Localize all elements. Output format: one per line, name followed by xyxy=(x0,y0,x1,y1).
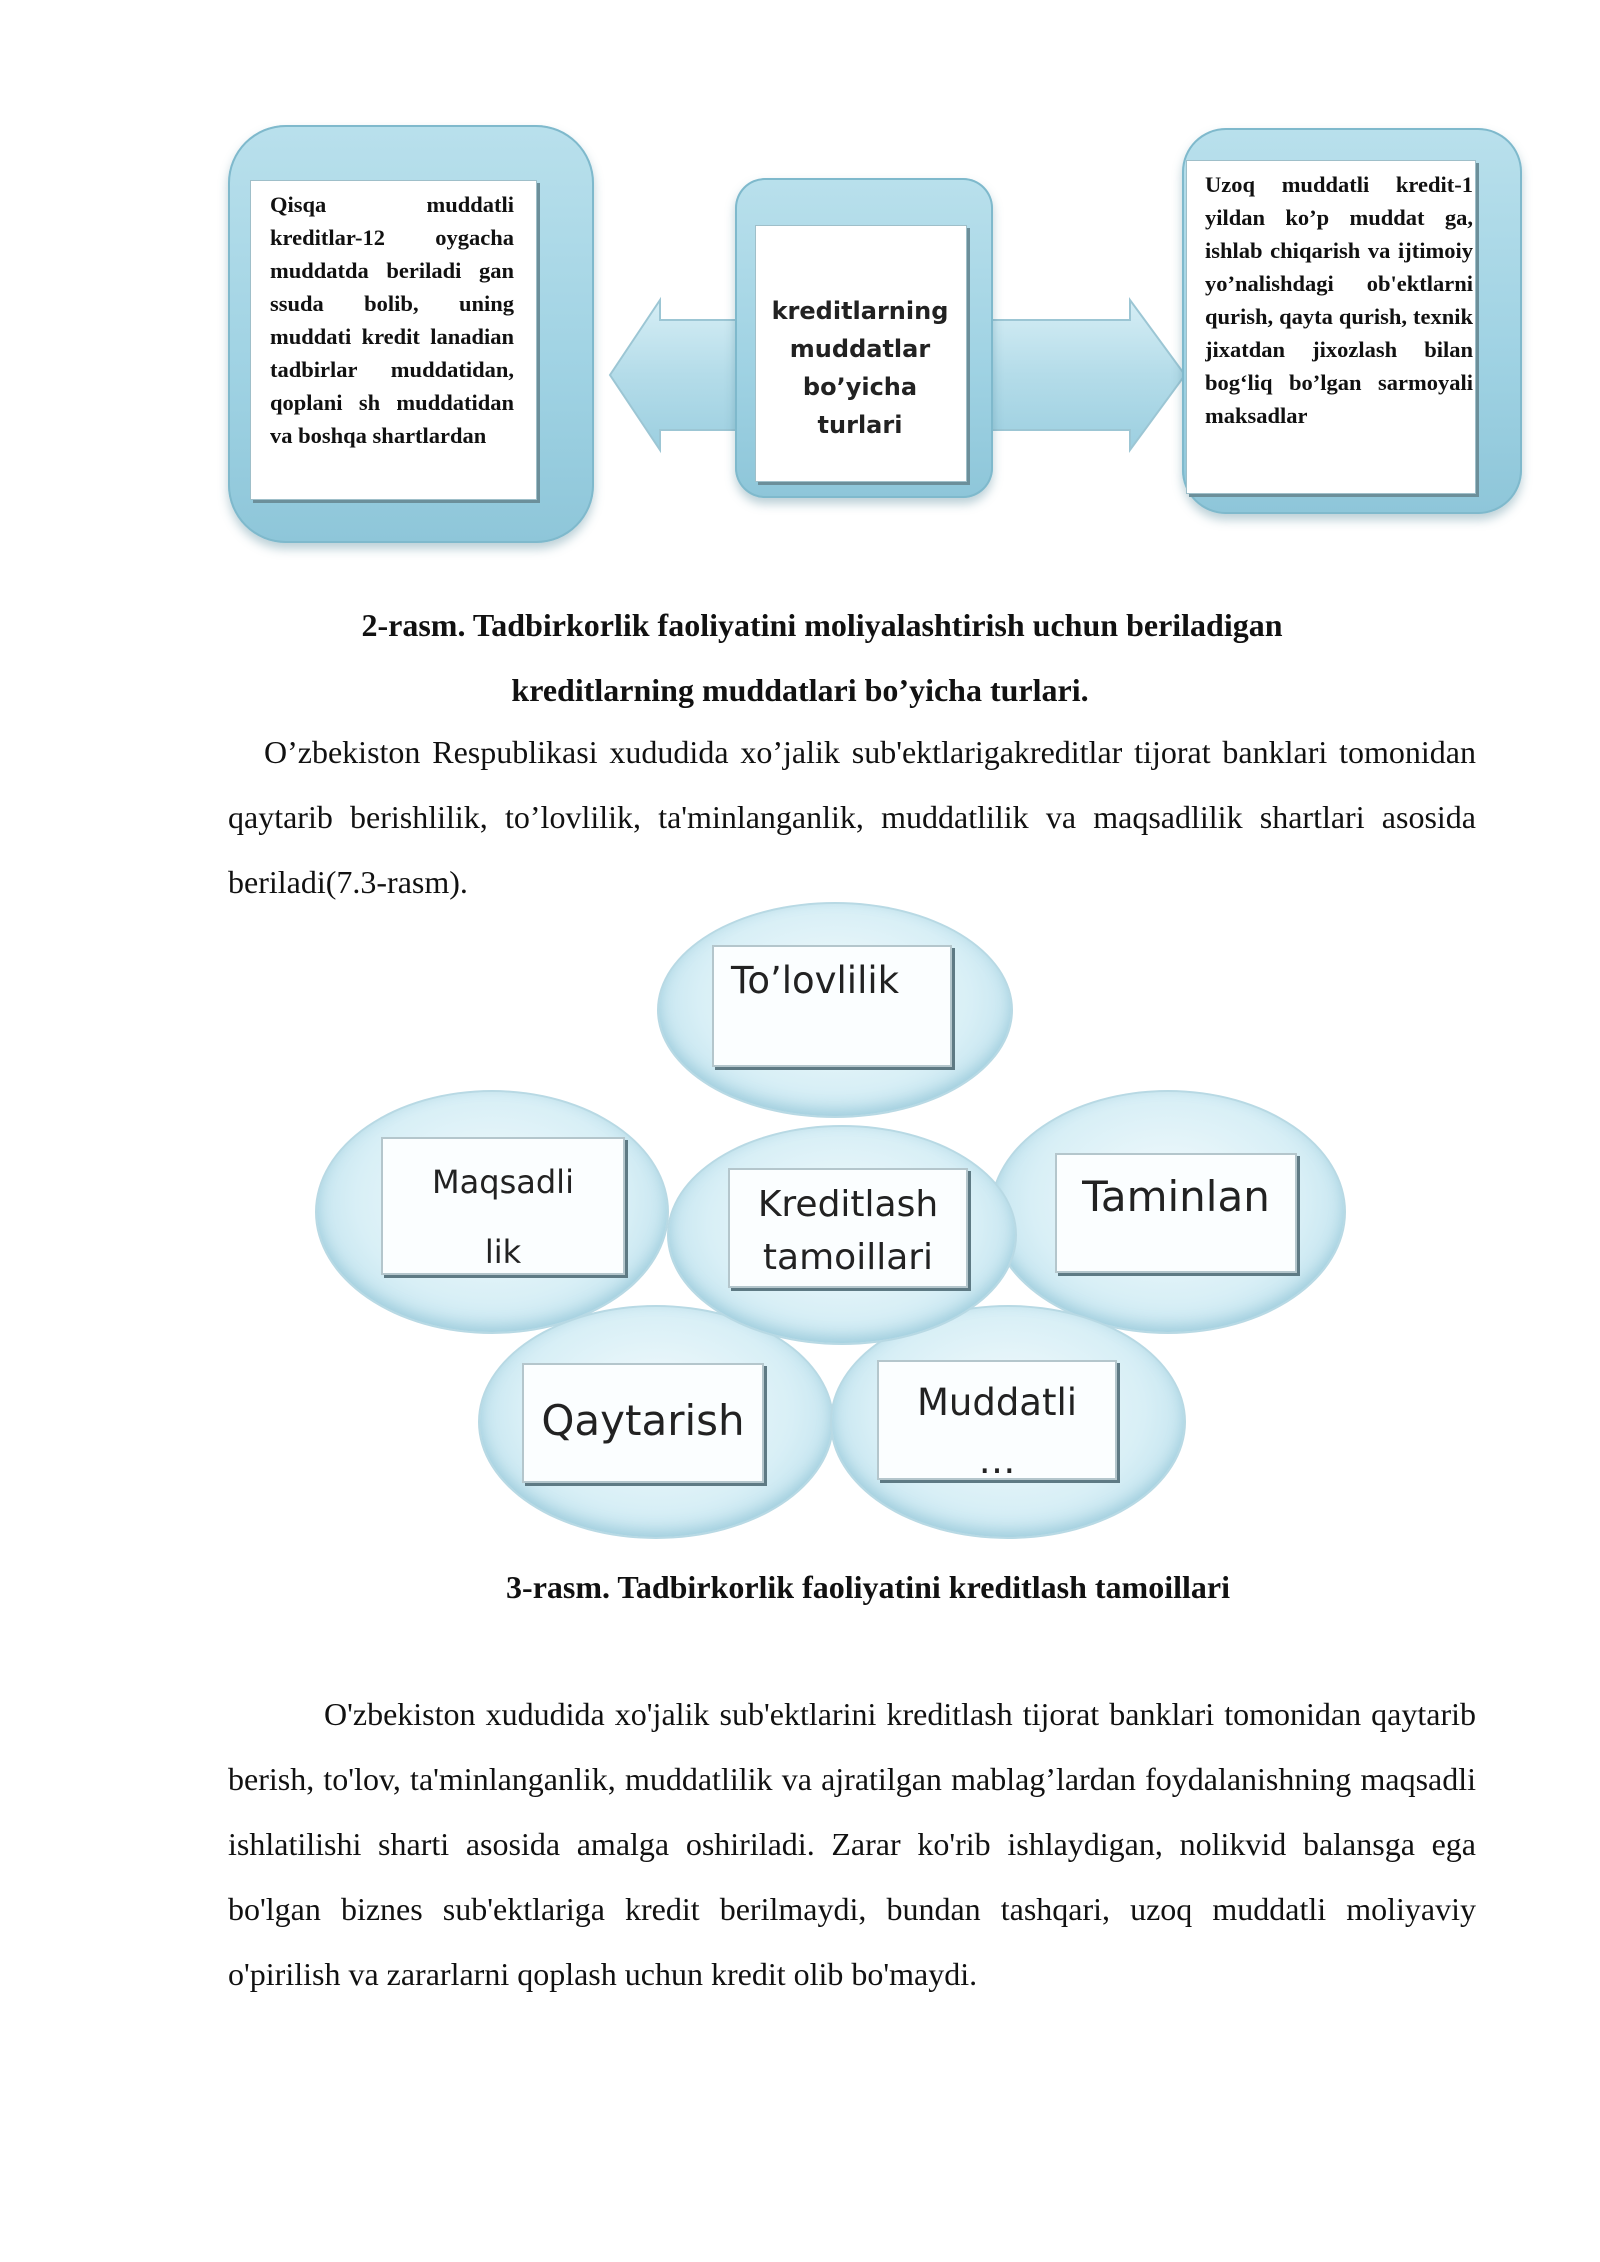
short-term-credit-text: Qisqa muddatli kreditlar-12 oygacha muddatda beriladi gan ssuda bolib, uning muddati kredit lanadian tadbirlar muddatidan, qoplani sh muddatidan va boshqa shartlardan xyxy=(270,192,514,448)
principle-bottom-left-label: Qaytarish xyxy=(541,1396,745,1445)
right-arrow xyxy=(985,300,1185,450)
figure-credit-terms xyxy=(0,0,1600,560)
principle-right-label: Taminlan xyxy=(1082,1172,1270,1221)
principle-center-label: Kreditlash tamoillari xyxy=(757,1184,939,1278)
principle-top-label: To’lovlilik xyxy=(731,959,900,1002)
principle-left-label: Maqsadli lik xyxy=(432,1163,574,1271)
long-term-credit-text: Uzoq muddatli kredit-1 yildan ko’p muddat ga, ishlab chiqarish va ijtimoiy yo’nalishdagi ob'ektlarni qurish, qayta qurish, texnik jixatdan jixozlash bilan bog‘liq bo’lgan sarmoyali maksadlar xyxy=(1205,172,1473,428)
left-arrow xyxy=(610,300,745,450)
figure2-caption-line2: kreditlarning muddatlari bo’yicha turlari. xyxy=(511,672,1089,708)
principle-bottom-right-box xyxy=(877,1360,1117,1480)
paragraph-credit-conditions: O’zbekiston Respublikasi xududida xo’jalik sub'ektlarigakreditlar tijorat banklari tomonidan qaytarib berishlilik, to’lovlilik, ta'minlanganlik, muddatlilik va maqsadlilik shartlari asosida beriladi(7.3-rasm). xyxy=(228,734,1476,900)
principle-bottom-right-label: Muddatli … xyxy=(916,1381,1078,1482)
principle-top-box xyxy=(712,945,952,1067)
paragraph-credit-principles: O'zbekiston xududida xo'jalik sub'ektlarini kreditlash tijorat banklari tomonidan qaytarib berish, to'lov, ta'minlanganlik, muddatlilik va ajratilgan mablag’lardan foydalanishning maqsadli ishlatilishi sharti asosida amalga oshiriladi. Zarar ko'rib ishlaydigan, nolikvid balansga ega bo'lgan biznes sub'ektlariga kredit berilmaydi, bundan tashqari, uzoq muddatli moliyaviy o'pirilish va zararlarni qoplash uchun kredit olib bo'maydi. xyxy=(228,1696,1476,1992)
figure2-caption-rest: . Tadbirkorlik faoliyatini moliyalashtirish uchun beriladigan xyxy=(457,607,1283,643)
principle-right-box xyxy=(1055,1153,1297,1273)
principle-bottom-left-box xyxy=(522,1363,764,1483)
principle-center-box xyxy=(728,1168,968,1288)
figure2-caption-line1 xyxy=(22,593,1600,657)
figure3-caption: 3-rasm. Tadbirkorlik faoliyatini kreditlash tamoillari xyxy=(506,1569,1230,1605)
principle-left-box xyxy=(381,1137,625,1275)
credit-types-title: kreditlarning muddatlar bo’yicha turlari xyxy=(771,297,949,439)
figure2-caption-prefix: 2-rasm xyxy=(361,607,458,643)
